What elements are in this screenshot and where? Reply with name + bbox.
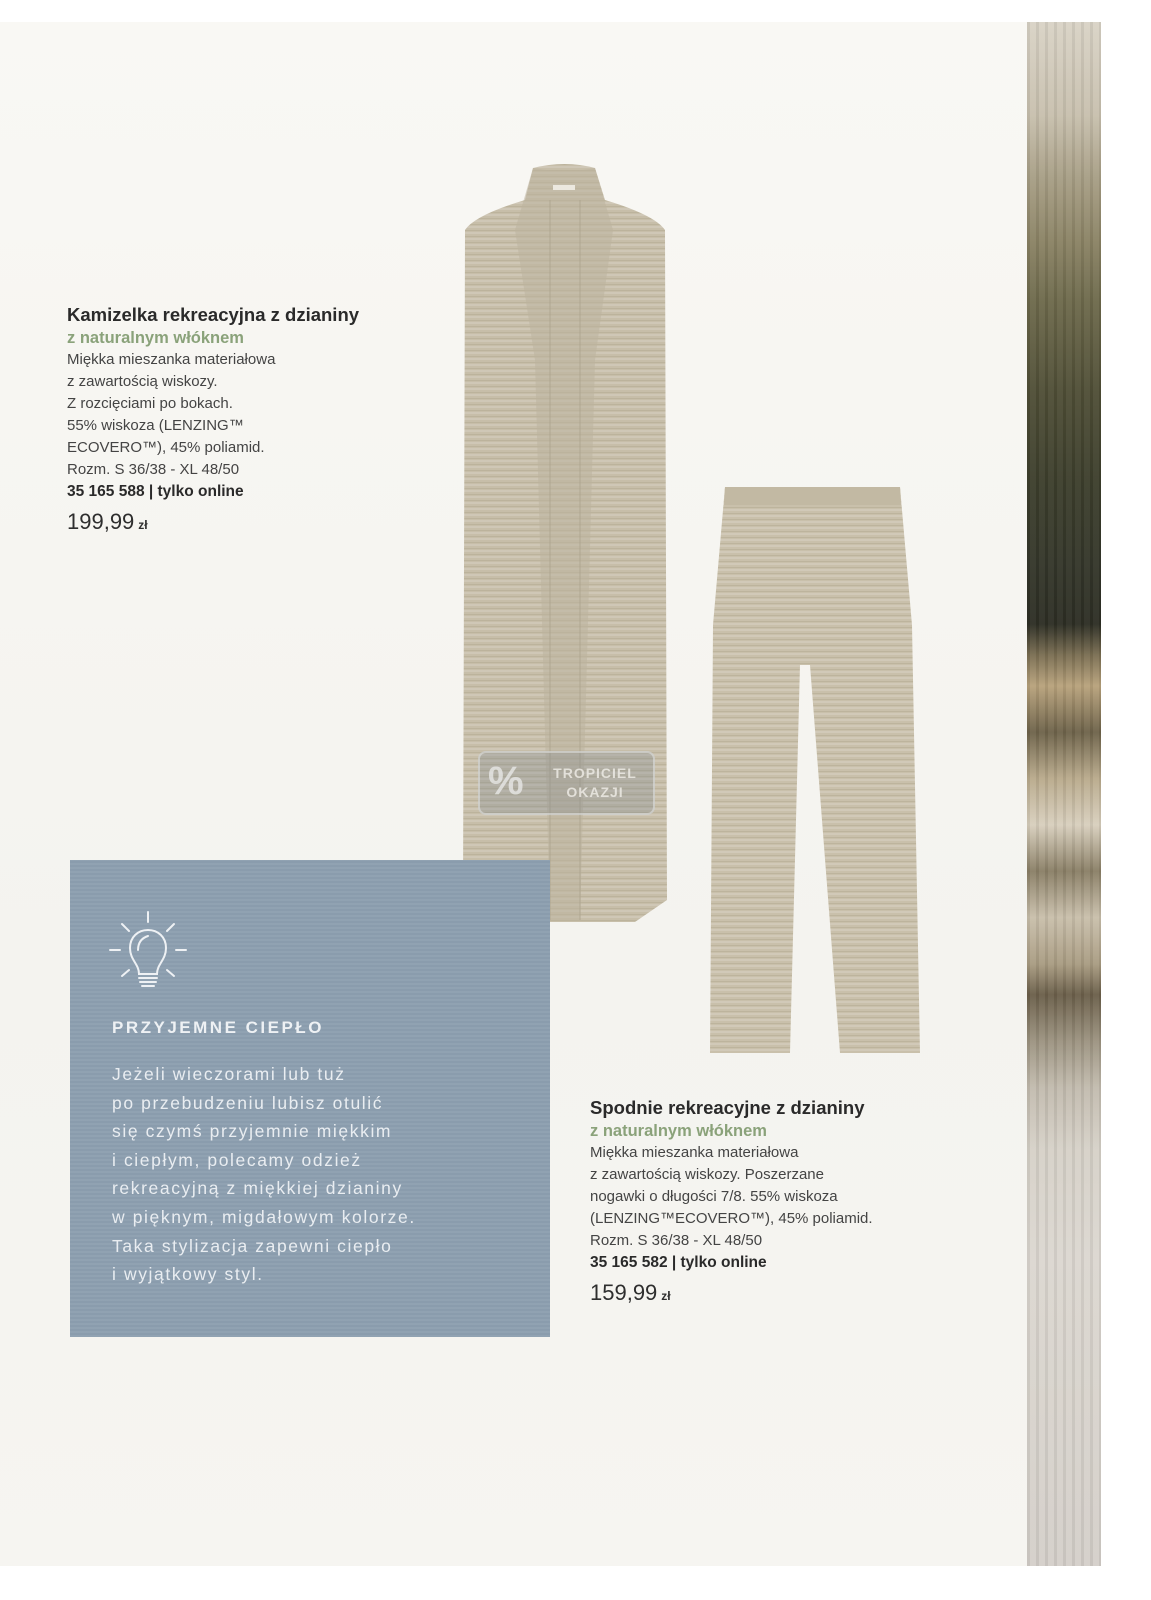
info-text-line: po przebudzeniu lubisz otulić — [112, 1092, 384, 1113]
description-line: Z rozcięciami po bokach. — [67, 395, 233, 412]
price-currency: zł — [661, 1289, 671, 1303]
info-text-line: Jeżeli wieczorami lub tuż — [112, 1064, 346, 1084]
info-text-line: i wyjątkowy styl. — [112, 1264, 264, 1285]
info-text-line: i ciepłym, polecamy odzież — [112, 1149, 362, 1170]
info-title: PRZYJEMNE CIEPŁO — [112, 1018, 324, 1037]
top-margin — [0, 0, 1151, 22]
right-margin — [1101, 22, 1151, 1566]
product-pants — [590, 1096, 873, 1306]
description-line: Miękka mieszanka materiałowa — [590, 1144, 799, 1161]
product-subtitle: z naturalnym włóknem — [590, 1122, 767, 1140]
info-box — [70, 860, 550, 1337]
description-line: ECOVERO™), 45% poliamid. — [67, 439, 265, 456]
forest-photo-strip — [1027, 22, 1101, 1566]
description-line: Rozm. S 36/38 - XL 48/50 — [590, 1232, 763, 1249]
info-text-line: się czymś przyjemnie miękkim — [112, 1121, 393, 1142]
product-sku: 35 165 582 | tylko online — [590, 1254, 767, 1271]
info-text — [112, 1060, 532, 1289]
price-value: 159,99 — [590, 1280, 658, 1305]
description-line: nogawki o długości 7/8. 55% wiskoza — [590, 1188, 838, 1205]
product-sku: 35 165 588 | tylko online — [67, 483, 244, 500]
price-currency: zł — [138, 518, 148, 532]
lightbulb-icon — [108, 910, 188, 1000]
description-line: Miękka mieszanka materiałowa — [67, 351, 276, 368]
product-title: Kamizelka rekreacyjna z dzianiny — [67, 304, 360, 325]
info-text-line: Taka stylizacja zapewni ciepło — [112, 1235, 393, 1256]
watermark-line2: OKAZJI — [566, 784, 624, 800]
product-description — [67, 349, 359, 481]
percent-icon: % — [488, 759, 524, 803]
info-text-line: rekreacyjną z miękkiej dzianiny — [112, 1178, 403, 1199]
product-price — [590, 1280, 873, 1306]
price-value: 199,99 — [67, 509, 135, 534]
info-text-line: w pięknym, migdałowym kolorze. — [112, 1206, 416, 1227]
watermark-logo — [478, 751, 655, 815]
description-line: z zawartością wiskozy. — [67, 373, 218, 390]
product-subtitle: z naturalnym włóknem — [67, 329, 244, 347]
description-line: 55% wiskoza (LENZING™ — [67, 417, 244, 434]
product-vest — [67, 303, 359, 535]
bottom-margin — [0, 1566, 1151, 1600]
watermark-line1: TROPICIEL — [553, 765, 637, 781]
description-line: (LENZING™ECOVERO™), 45% poliamid. — [590, 1210, 873, 1227]
product-title: Spodnie rekreacyjne z dzianiny — [590, 1097, 865, 1118]
description-line: z zawartością wiskozy. Poszerzane — [590, 1166, 824, 1183]
product-price — [67, 509, 359, 535]
pants-image — [705, 485, 920, 1055]
description-line: Rozm. S 36/38 - XL 48/50 — [67, 461, 240, 478]
product-description — [590, 1142, 873, 1252]
